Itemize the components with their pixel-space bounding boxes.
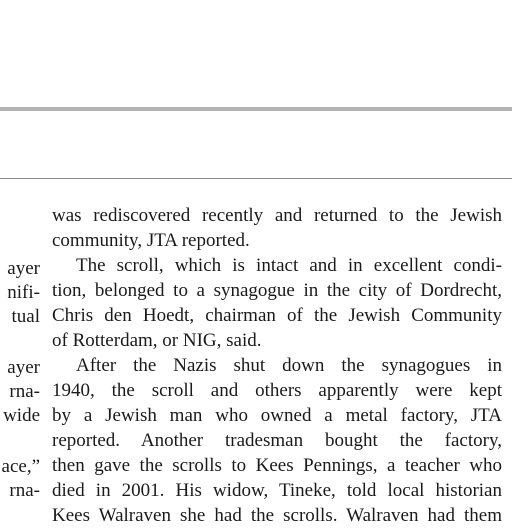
article-line: by a Jewish man who owned a metal factory, JTA (52, 405, 502, 426)
left-fragment: ace,” (1, 456, 40, 477)
left-fragment: ayer (7, 357, 40, 378)
left-fragment: rna- (9, 480, 40, 501)
article-body (52, 203, 502, 526)
article-line: was rediscovered recently and returned to the Jewish (52, 205, 502, 226)
left-fragment: wide (3, 405, 40, 426)
article-line: of Rotterdam, or NIG, said. (52, 330, 262, 351)
left-fragment: rna- (9, 381, 40, 402)
header-divider-thin (0, 178, 512, 179)
article-line: Chris den Hoedt, chairman of the Jewish Community (52, 305, 502, 326)
article-line: died in 2001. His widow, Tineke, told local historian (52, 480, 502, 501)
article-line: reported. Another tradesman bought the factory, (52, 430, 502, 451)
article-line: tion, belonged to a synagogue in the city of Dordrecht, (52, 280, 502, 301)
left-fragment: ayer (7, 258, 40, 279)
article-line: Kees Walraven she had the scrolls. Walraven had them (52, 505, 502, 526)
left-fragment: tual (11, 306, 40, 327)
left-fragment: nifi- (7, 282, 40, 303)
article-line: 1940, the scroll and others apparently were kept (52, 380, 502, 401)
article-line: The scroll, which is intact and in excellent condi- (76, 255, 502, 276)
article-line: then gave the scrolls to Kees Pennings, a teacher who (52, 455, 502, 476)
header-divider-thick (0, 107, 512, 111)
left-column-fragments (0, 0, 40, 512)
article-line: community, JTA reported. (52, 230, 250, 251)
article-line: After the Nazis shut down the synagogues in (76, 355, 502, 376)
